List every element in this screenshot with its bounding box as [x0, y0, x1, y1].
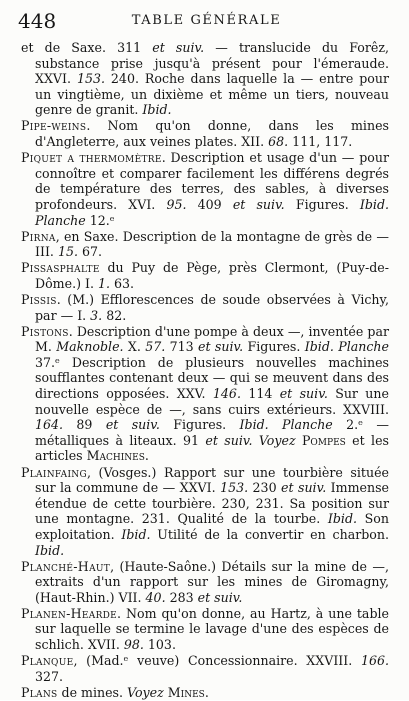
italic-reference: et suiv. [105, 417, 160, 433]
entry-text: de mines. [57, 684, 128, 700]
entry-headword: Planque [21, 653, 74, 669]
running-title: TABLE GÉNÉRALE [131, 13, 282, 28]
entry-text: 12.ᵉ [85, 212, 115, 228]
entry-text: Utilité de la convertir en charbon. [150, 526, 389, 542]
entry-headword: Pissis [21, 292, 57, 307]
index-entry [21, 559, 389, 606]
index-entry [21, 606, 389, 653]
entry-headword: Plainfaing [21, 464, 87, 480]
entry-text: 283 [165, 589, 198, 605]
index-entry [21, 40, 389, 118]
italic-reference: 3. [90, 307, 103, 323]
index-entry [21, 653, 389, 684]
italic-reference: Voyez [127, 684, 164, 700]
entry-text: . Nom qu'on donne, au Hartz, à une table sur laquelle se termine le lavage d'une des espèces de schlich. XVII. [35, 605, 389, 653]
entry-text: . Nom qu'on donne, dans les mines d'Angleterre, aux veines plates. XII. [35, 118, 389, 150]
italic-reference: Ibid. [121, 526, 151, 542]
italic-reference: 95. [166, 196, 187, 212]
italic-reference: 153. [220, 480, 249, 496]
entry-text: . Description et usage d'un — pour connoître et comparer facilement les différens degrés de température des terres, des sables, à diverses profondeurs. XVI. [35, 150, 389, 212]
entry-text: 327. [35, 668, 64, 684]
entry-text: 111, 117. [288, 134, 353, 150]
italic-reference: et suiv. [279, 386, 328, 402]
italic-reference: 166. [360, 653, 389, 669]
cross-reference: Pompes [301, 432, 346, 448]
entry-headword: Pipe-weins [21, 118, 87, 134]
italic-reference: 98. [123, 637, 144, 653]
entry-text: 240. Roche dans laquelle la — entre pour un vingtième, un dixième et même un tiers, nouveau genre de granit. [35, 71, 389, 118]
italic-reference: et suiv. [197, 589, 243, 605]
italic-reference: 15. [57, 244, 78, 260]
index-entry [21, 260, 389, 291]
italic-reference: 153. [76, 71, 105, 87]
italic-reference: 164. [35, 417, 64, 433]
entry-text: 37.ᵉ Description de plusieurs nouvelles machines soufflantes contenant deux — qui se meuvent dans des directions opposées. XXV. [35, 354, 389, 402]
entry-text: 230 [248, 480, 282, 496]
italic-reference: 57. [145, 339, 166, 355]
italic-reference: Maknoble. [56, 339, 124, 355]
entry-text: , en Saxe. Description de la montagne de grès de — III. [35, 228, 389, 260]
entry-text: 713 [165, 339, 199, 355]
entry-text: Figures. [284, 196, 360, 212]
entry-text: , (Mad.ᵉ veuve) Concessionnaire. XXVIII. [73, 653, 361, 669]
entry-headword: Piquet a thermomètre [21, 150, 162, 166]
entry-text: . [144, 448, 149, 464]
entry-text: 67. [77, 244, 103, 260]
entry-text: X. [123, 339, 146, 355]
entry-headword: Planché-Haut [21, 558, 111, 574]
italic-reference: 68. [268, 134, 289, 150]
entry-text: 82. [102, 307, 127, 323]
page-header [18, 10, 395, 34]
entry-text: , (Vosges.) Rapport sur une tourbière située sur la commune de — XXVI. [35, 464, 389, 496]
index-entry [21, 685, 389, 701]
cross-reference: Machines [86, 448, 145, 464]
index-entries [21, 40, 389, 701]
entry-text: 409 [186, 196, 233, 212]
entry-headword: Plans [21, 684, 58, 700]
entry-text: 89 [63, 417, 106, 433]
italic-reference: et suiv. [232, 196, 285, 212]
italic-reference: et suiv. [152, 40, 205, 55]
italic-reference: 146. [212, 386, 241, 402]
italic-reference: et suiv. Voyez [205, 432, 296, 448]
entry-headword: Pistons [21, 323, 69, 339]
entry-headword: Pissasphalte [21, 260, 100, 276]
entry-text: . Description d'une pompe à deux —, inventée par M. [35, 323, 389, 355]
entry-text: 114 [240, 386, 280, 402]
entry-text: Immense étendue de cette tourbière. 230, 231. Sa position sur une montagne. 231. Qualité de la tourbe. [35, 480, 389, 527]
italic-reference: Ibid. Planche [35, 196, 390, 228]
italic-reference: et suiv. [281, 480, 327, 496]
italic-reference: Ibid. Planche [304, 339, 389, 355]
entry-headword: Planen-Hearde [21, 605, 118, 621]
index-entry [21, 324, 389, 464]
entry-text: . (M.) Efflorescences de soude observées à Vichy, par — I. [35, 292, 389, 323]
index-entry [21, 150, 389, 228]
entry-text: et les articles [35, 432, 389, 464]
italic-reference: 40. [145, 589, 166, 605]
entry-text: Sur une nouvelle espèce de —, sans cuirs extérieurs. XXVIII. [35, 386, 389, 417]
italic-reference: et suiv. [198, 339, 244, 355]
entry-text: 63. [110, 275, 135, 291]
entry-text: du Puy de Pège, près Clermont, (Puy-de-Dôme.) I. [35, 260, 389, 291]
index-entry [21, 292, 389, 323]
entry-text: . [204, 684, 209, 700]
italic-reference: Ibid. Planche [239, 417, 333, 433]
entry-text: 2.ᵉ — métalliques à liteaux. 91 [35, 417, 389, 448]
entry-text: Figures. [243, 339, 305, 355]
index-entry [21, 465, 389, 559]
entry-text: Son exploitation. [35, 511, 389, 542]
entry-text: , (Haute-Saône.) Détails sur la mine de —, extraits d'un rapport sur les mines de Giromagny, (Haut-Rhin.) VII. [35, 558, 389, 605]
entry-text: et de Saxe. 311 [21, 40, 153, 55]
italic-reference: 1. [97, 275, 111, 291]
entry-text: 103. [143, 637, 176, 653]
italic-reference: Ibid. [35, 542, 65, 558]
italic-reference: Ibid. [142, 102, 172, 118]
page-number: 448 [18, 9, 57, 33]
italic-reference: Ibid. [327, 511, 358, 527]
index-entry [21, 118, 389, 149]
entry-text: — translucide du Forêz, substance prise jusqu'à présent pour l'émeraude. XXVI. [35, 40, 389, 87]
index-entry [21, 229, 389, 260]
entry-text: Figures. [159, 417, 240, 433]
cross-reference: Mines [167, 684, 205, 700]
entry-headword: Pirna [21, 228, 56, 244]
